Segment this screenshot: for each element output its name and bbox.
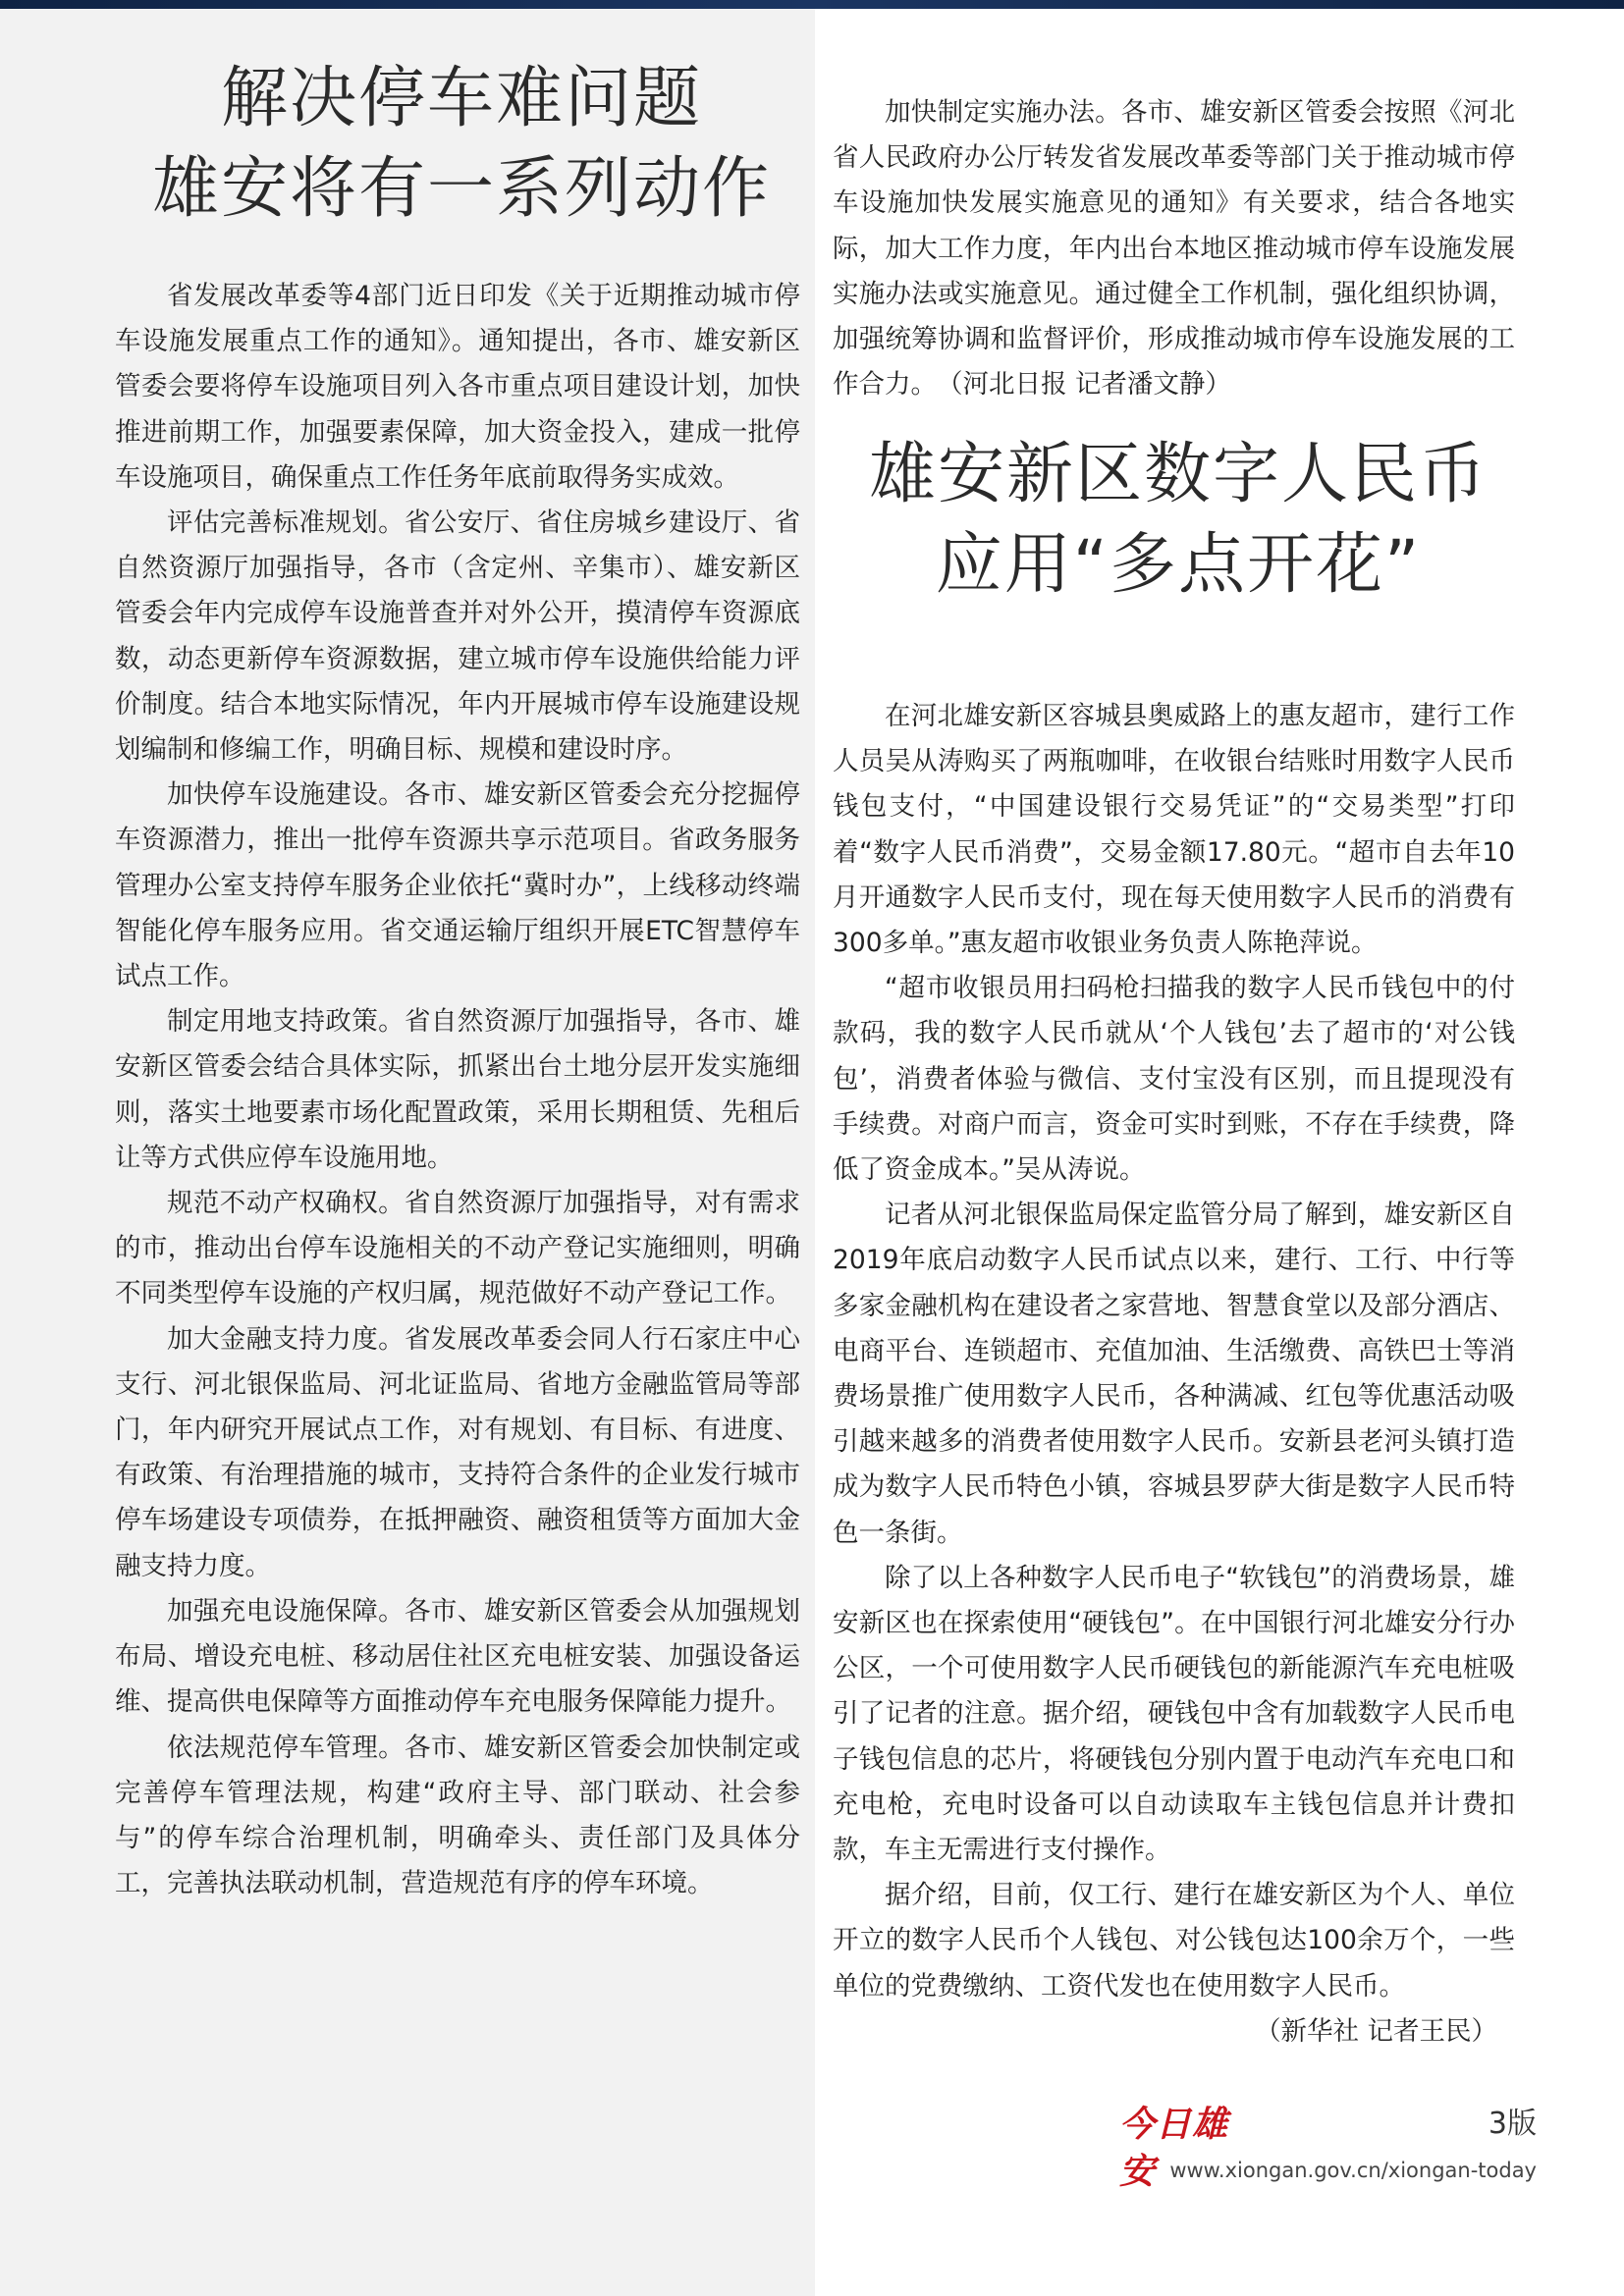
article1-paragraph: 省发展改革委等4部门近日印发《关于近期推动城市停车设施发展重点工作的通知》。通知提出，各市、雄安新区管委会要将停车设施项目列入各市重点项目建设计划，加快推进前期工作，加强要素保障，加大资金投入，建成一批停车设施项目，确保重点工作任务年底前取得务实成效。 xyxy=(115,281,800,493)
article2-title-line2: 应用“多点开花” xyxy=(935,526,1422,604)
article2-title xyxy=(805,430,1551,611)
article2-byline: （新华社 记者王民） xyxy=(1255,2015,1497,2047)
footer-url-link[interactable]: www.xiongan.gov.cn/xiongan-today xyxy=(1169,2159,1537,2182)
publication-logo: 今日雄安 xyxy=(1119,2104,1229,2192)
article2-paragraph: 除了以上各种数字人民币电子“软钱包”的消费场景，雄安新区也在探索使用“硬钱包”。在中国银行河北雄安分行办公区，一个可使用数字人民币硬钱包的新能源汽车充电桩吸引了记者的注意。据介绍，硬钱包中含有加载数字人民币电子钱包信息的芯片，将硬钱包分别内置于电动汽车充电口和充电枪，充电时设备可以自动读取车主钱包信息并计费扣款，车主无需进行支付操作。 xyxy=(833,1562,1515,1866)
article1-title-line1: 解决停车难问题 xyxy=(220,60,702,137)
article2-body xyxy=(833,694,1515,2055)
article2-paragraph: 记者从河北银保监局保定监管分局了解到，雄安新区自2019年底启动数字人民币试点以来，建行、工行、中行等多家金融机构在建设者之家营地、智慧食堂以及部分酒店、电商平台、连锁超市、充值加油、生活缴费、高铁巴士等消费场景推广使用数字人民币，各种满减、红包等优惠活动吸引越来越多的消费者使用数字人民币。安新县老河头镇打造成为数字人民币特色小镇，容城县罗萨大街是数字人民币特色一条街。 xyxy=(833,1200,1515,1548)
article1-paragraph: 加快制定实施办法。各市、雄安新区管委会按照《河北省人民政府办公厅转发省发展改革委等部门关于推动城市停车设施加快发展实施意见的通知》有关要求，结合各地实际，加大工作力度，年内出台本地区推动城市停车设施发展实施办法或实施意见。通过健全工作机制，强化组织协调，加强统筹协调和监督评价，形成推动城市停车设施发展的工作合力。 （河北日报 记者潘文静） xyxy=(833,97,1515,400)
page-number: 3版 xyxy=(1488,2107,1537,2141)
article1-paragraph: 依法规范停车管理。各市、雄安新区管委会加快制定或完善停车管理法规，构建“政府主导、部门联动、社会参与”的停车综合治理机制，明确牵头、责任部门及具体分工，完善执法联动机制，营造规范有序的停车环境。 xyxy=(115,1732,800,1899)
article1-body-left xyxy=(115,274,800,1906)
article1-paragraph: 加大金融支持力度。省发展改革委会同人行石家庄中心支行、河北银保监局、河北证监局、省地方金融监管局等部门，年内研究开展试点工作，对有规划、有目标、有进度、有政策、有治理措施的城市，支持符合条件的企业发行城市停车场建设专项债券，在抵押融资、融资租赁等方面加大金融支持力度。 xyxy=(115,1323,800,1581)
article2-paragraph: “超市收银员用扫码枪扫描我的数字人民币钱包中的付款码，我的数字人民币就从‘个人钱包’去了超市的‘对公钱包’，消费者体验与微信、支付宝没有区别，而且提现没有手续费。对商户而言，资金可实时到账，不存在手续费，降低了资金成本。”吴从涛说。 xyxy=(833,973,1515,1186)
article1-paragraph: 规范不动产权确权。省自然资源厅加强指导，对有需求的市，推动出台停车设施相关的不动产登记实施细则，明确不同类型停车设施的产权归属，规范做好不动产登记工作。 xyxy=(115,1188,800,1309)
article1-paragraph: 加快停车设施建设。各市、雄安新区管委会充分挖掘停车资源潜力，推出一批停车资源共享示范项目。省政务服务管理办公室支持停车服务企业依托“冀时办”，上线移动终端智能化停车服务应用。省交通运输厅组织开展ETC智慧停车试点工作。 xyxy=(115,779,800,992)
article2-paragraph: 据介绍，目前，仅工行、建行在雄安新区为个人、单位开立的数字人民币个人钱包、对公钱包达100余万个，一些单位的党费缴纳、工资代发也在使用数字人民币。 xyxy=(833,1880,1515,2002)
top-accent-bar xyxy=(0,0,1624,9)
article1-title-line2: 雄安将有一系列动作 xyxy=(151,150,771,228)
article2-paragraph: 在河北雄安新区容城县奥威路上的惠友超市，建行工作人员吴从涛购买了两瓶咖啡，在收银台结账时用数字人民币钱包支付，“中国建设银行交易凭证”的“交易类型”打印着“数字人民币消费”，交易金额17.80元。“超市自去年10月开通数字人民币支付，现在每天使用数字人民币的消费有300多单。”惠友超市收银业务负责人陈艳萍说。 xyxy=(833,701,1515,959)
article1-title xyxy=(108,54,815,235)
article1-paragraph: 加强充电设施保障。各市、雄安新区管委会从加强规划布局、增设充电桩、移动居住社区充电桩安装、加强设备运维、提高供电保障等方面推动停车充电服务保障能力提升。 xyxy=(115,1595,800,1718)
article1-body-continued xyxy=(833,90,1515,407)
article2-title-line1: 雄安新区数字人民币 xyxy=(868,436,1488,513)
article1-paragraph: 评估完善标准规划。省公安厅、省住房城乡建设厅、省自然资源厅加强指导，各市（含定州、辛集市）、雄安新区管委会年内完成停车设施普查并对外公开，摸清停车资源底数，动态更新停车资源数据，建立城市停车设施供给能力评价制度。结合本地实际情况，年内开展城市停车设施建设规划编制和修编工作，明确目标、规模和建设时序。 xyxy=(115,507,800,766)
article1-paragraph: 制定用地支持政策。省自然资源厅加强指导，各市、雄安新区管委会结合具体实际，抓紧出台土地分层开发实施细则，落实土地要素市场化配置政策，采用长期租赁、先租后让等方式供应停车设施用地。 xyxy=(115,1006,800,1173)
